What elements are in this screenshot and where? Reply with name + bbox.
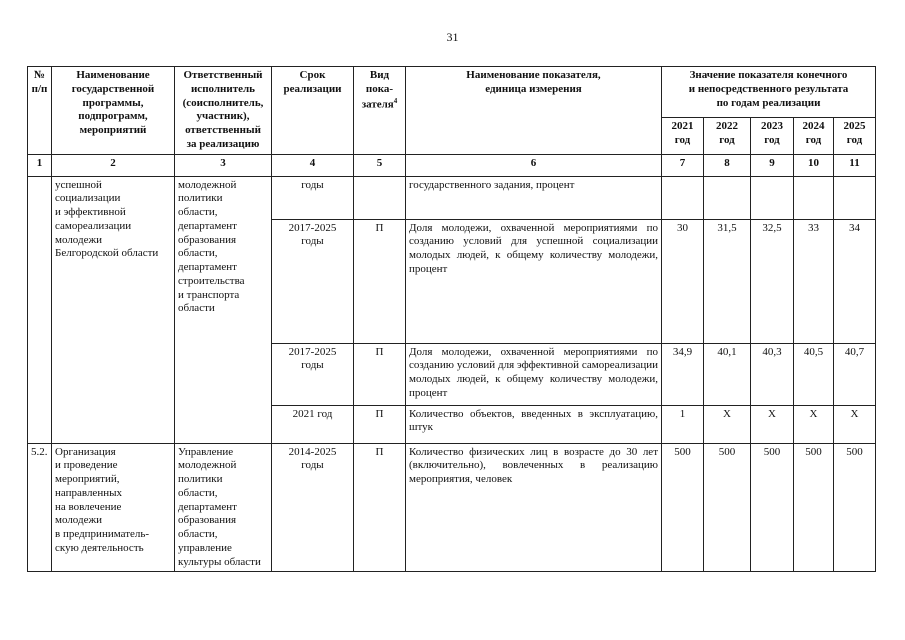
term-cell: 2017-2025 годы: [272, 219, 354, 343]
value-cell: Х: [834, 405, 876, 443]
header-values: Значение показателя конечного и непосредственного результата по годам реализации: [662, 67, 876, 118]
header-num: № п/п: [28, 67, 52, 155]
column-number: 1: [28, 154, 52, 176]
column-number: 4: [272, 154, 354, 176]
row-num-cell: [28, 176, 52, 443]
header-responsible: Ответственный исполнитель (соисполнитель, участник), ответственный за реализацию: [175, 67, 272, 155]
value-cell: 34: [834, 219, 876, 343]
value-cell: 40,3: [751, 343, 794, 405]
value-cell: 500: [794, 443, 834, 572]
column-number: 11: [834, 154, 876, 176]
header-indicator: Наименование показателя, единица измерения: [406, 67, 662, 155]
header-year: 2024 год: [794, 118, 834, 154]
value-cell: 30: [662, 219, 704, 343]
value-cell: Х: [751, 405, 794, 443]
column-number: 9: [751, 154, 794, 176]
header-term: Срок реализации: [272, 67, 354, 155]
value-cell: Х: [704, 405, 751, 443]
header-name: Наименование государственной программы, подпрограмм, мероприятий: [52, 67, 175, 155]
value-cell: [834, 176, 876, 219]
value-cell: Х: [794, 405, 834, 443]
value-cell: [662, 176, 704, 219]
indicators-table: [27, 66, 876, 572]
column-numbers-row: [28, 154, 876, 176]
value-cell: [704, 176, 751, 219]
column-number: 2: [52, 154, 175, 176]
value-cell: 1: [662, 405, 704, 443]
responsible-executor: молодежной политики области, департамент образования области, департамент строительства и транспорта области: [175, 176, 272, 443]
value-cell: 31,5: [704, 219, 751, 343]
indicator-cell: Количество объектов, введенных в эксплуатацию, штук: [406, 405, 662, 443]
value-cell: 40,7: [834, 343, 876, 405]
indicator-cell: Количество физических лиц в возрасте до 30 лет (включительно), вовлеченных в реализацию мероприятия, человек: [406, 443, 662, 572]
table-row: [28, 176, 876, 219]
column-number: 6: [406, 154, 662, 176]
value-cell: 40,1: [704, 343, 751, 405]
value-cell: 500: [834, 443, 876, 572]
column-number: 7: [662, 154, 704, 176]
header-type: [354, 67, 406, 155]
page-number: 31: [446, 30, 459, 44]
column-number: 5: [354, 154, 406, 176]
value-cell: 33: [794, 219, 834, 343]
header-type-label: Вид пока- зателя: [361, 69, 394, 111]
value-cell: 500: [704, 443, 751, 572]
value-cell: 500: [751, 443, 794, 572]
indicator-cell: Доля молодежи, охваченной мероприятиями по созданию условий для успешной социализации молодых людей, к общему количеству молодежи, процент: [406, 219, 662, 343]
responsible-executor: Управление молодежной политики области, департамент образования области, управление культуры области: [175, 443, 272, 572]
type-cell: П: [354, 219, 406, 343]
type-cell: П: [354, 443, 406, 572]
program-name: успешной социализации и эффективной самореализации молодежи Белгородской области: [52, 176, 175, 443]
value-cell: 40,5: [794, 343, 834, 405]
value-cell: [751, 176, 794, 219]
indicator-cell: Доля молодежи, охваченной мероприятиями по созданию условий для эффективной самореализации молодых людей, к общему количеству молодежи, процент: [406, 343, 662, 405]
type-cell: П: [354, 405, 406, 443]
header-year: 2021 год: [662, 118, 704, 154]
term-cell: 2021 год: [272, 405, 354, 443]
header-type-footnote: 4: [393, 96, 398, 105]
column-number: 8: [704, 154, 751, 176]
type-cell: [354, 176, 406, 219]
header-year: 2022 год: [704, 118, 751, 154]
row-num-cell: 5.2.: [28, 443, 52, 572]
indicator-cell: государственного задания, процент: [406, 176, 662, 219]
column-number: 10: [794, 154, 834, 176]
value-cell: 500: [662, 443, 704, 572]
type-cell: П: [354, 343, 406, 405]
table-row: [28, 443, 876, 572]
term-cell: 2014-2025 годы: [272, 443, 354, 572]
column-number: 3: [175, 154, 272, 176]
value-cell: [794, 176, 834, 219]
term-cell: годы: [272, 176, 354, 219]
program-name: Организация и проведение мероприятий, направленных на вовлечение молодежи в предприниматель- скую деятельность: [52, 443, 175, 572]
term-cell: 2017-2025 годы: [272, 343, 354, 405]
header-year: 2023 год: [751, 118, 794, 154]
value-cell: 34,9: [662, 343, 704, 405]
value-cell: 32,5: [751, 219, 794, 343]
header-year: 2025 год: [834, 118, 876, 154]
